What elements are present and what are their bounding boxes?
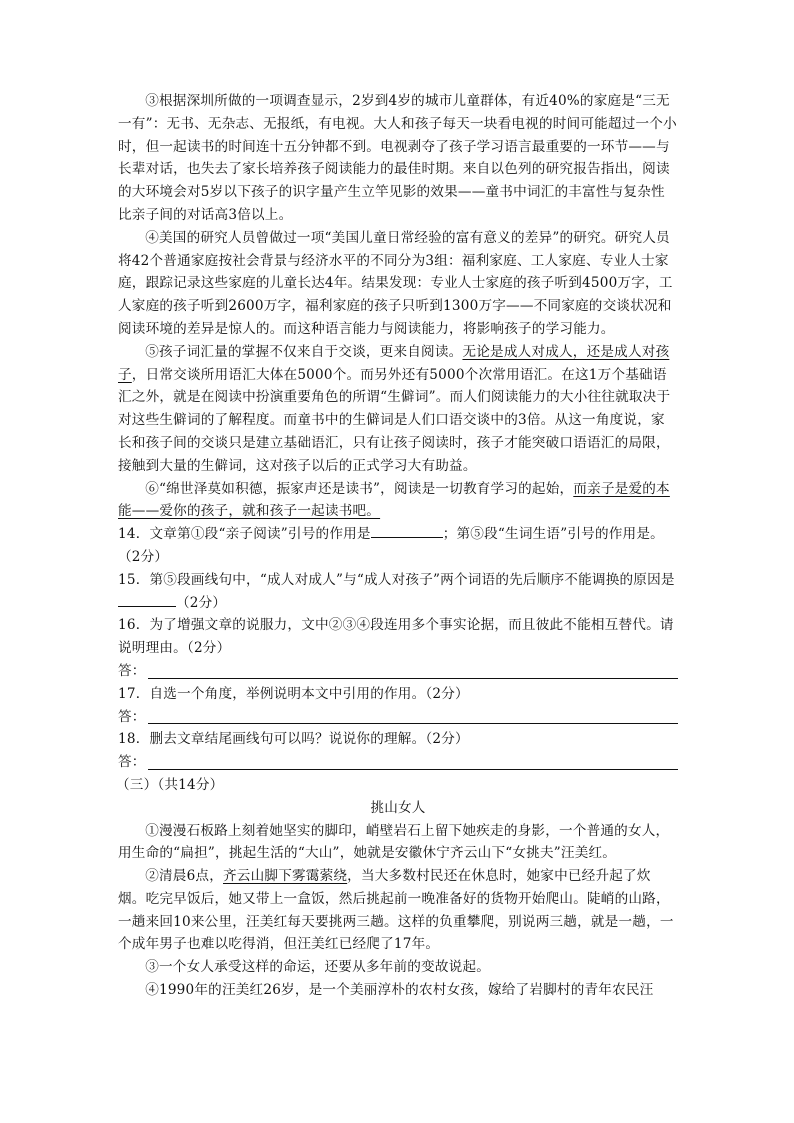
question-14-blank-1[interactable] <box>371 523 443 538</box>
question-15-blank[interactable] <box>118 592 176 607</box>
question-15-text-b: （2分） <box>176 594 227 611</box>
paragraph-3: ③根据深圳所做的一项调查显示，2岁到4岁的城市儿童群体，有近40%的家庭是“三无一有”：无书、无杂志、无报纸，有电视。大人和孩子每天一块看电视的时间可能超过一个小时，但一起读书的时间连十五分钟都不到。电视剥夺了孩子学习语言最重要的一环节——与长辈对话，也失去了家长培养孩子阅读能力的最佳时期。来自以色列的研究报告指出，阅读的大环境会对5岁以下孩子的识字量产生立竿见影的效果——童书中词汇的丰富性与复杂性比亲子间的对话高3倍以上。 <box>118 93 677 223</box>
paragraph-6-text-a: ⑥“绵世泽莫如积德，振家声还是读书”，阅读是一切教育学习的起始， <box>145 480 574 497</box>
paragraph-5-text-a: ⑤孩子词汇量的掌握不仅来自于交谈，更来自阅读。 <box>145 343 463 360</box>
article-paragraph-2 <box>118 865 678 956</box>
paragraph-6-underlined-sentence: 而亲子是爱的本能——爱你的孩子，就和孩子一起读书吧。 <box>118 480 670 520</box>
answer-row-16 <box>118 660 678 683</box>
question-18: 18．删去文章结尾画线句可以吗？说说你的理解。（2分） <box>118 731 469 748</box>
article-title: 挑山女人 <box>370 799 426 816</box>
answer-line-17[interactable] <box>148 707 678 724</box>
answer-label: 答： <box>118 662 146 679</box>
section-3-header: （三）（共14分） <box>116 776 224 793</box>
question-14 <box>118 523 678 569</box>
paragraph-5 <box>118 341 678 478</box>
answer-label: 答： <box>118 754 146 771</box>
answer-row-18 <box>118 751 678 774</box>
answer-row-17 <box>118 706 678 729</box>
question-15 <box>118 569 678 615</box>
question-16: 16．为了增强文章的说服力，文中②③④段连用多个事实论据，而且彼此不能相互替代。请说明理由。（2分） <box>118 617 674 657</box>
question-14-text-a: 14．文章第①段“亲子阅读”引号的作用是 <box>118 526 371 543</box>
paragraph-5-text-b: ，日常交谈所用语汇大体在5000个。而另外还有5000个次常用语汇。在这1万个基础语汇之外，就是在阅读中扮演重要角色的所谓“生僻词”。而人们阅读能力的大小往往就取决于对这些生僻词的了解程度。而童书中的生僻词是人们口语交谈中的3倍。从这一角度说，家长和孩子间的交谈只是建立基础语汇，只有让孩子阅读时，孩子才能突破口语语汇的局限，接触到大量的生僻词，这对孩子以后的正式学习大有助益。 <box>118 366 671 474</box>
paragraph-4: ④美国的研究人员曾做过一项“美国儿童日常经验的富有意义的差异”的研究。研究人员将42个普通家庭按社会背景与经济水平的不同分为3组：福利家庭、工人家庭、专业人士家庭，跟踪记录这些家庭的儿童长达4年。结果发现：专业人士家庭的孩子听到4500万字，工人家庭的孩子听到2600万字，福利家庭的孩子只听到1300万字——不同家庭的交谈状况和阅读环境的差异是惊人的。而这种语言能力与阅读能力，将影响孩子的学习能力。 <box>118 229 673 337</box>
answer-line-18[interactable] <box>148 753 678 770</box>
answer-line-16[interactable] <box>148 662 678 679</box>
question-14-text-b: ；第⑤段“生词生语”引号的作用是 <box>442 526 651 543</box>
question-15-text-a: 15．第⑤段画线句中，“成人对成人”与“成人对孩子”两个词语的先后顺序不能调换的原因是 <box>118 571 675 588</box>
article-paragraph-2-text-b: ，当大多数村民还在休息时，她家中已经升起了炊烟。吃完早饭后，她又带上一盒饭，然后挑起前一晚准备好的货物开始爬山。陡峭的山路，一趟来回10来公里，汪美红每天要挑两三趟。这样的负重攀爬，别说两三趟，就是一趟，一个成年男子也难以吃得消，但汪美红已经爬了17年。 <box>118 868 674 953</box>
question-14-text-c: 。（2分） <box>118 526 664 565</box>
article-paragraph-2-underlined-phrase: 齐云山脚下雾霭萦绕 <box>223 868 348 885</box>
article-paragraph-3: ③一个女人承受这样的命运，还要从多年前的变故说起。 <box>145 959 491 976</box>
article-paragraph-1: ①漫漫石板路上刻着她坚实的脚印，峭壁岩石上留下她疾走的身影，一个普通的女人，用生命的“扁担”，挑起生活的“大山”，她就是安徽休宁齐云山下“女挑夫”汪美红。 <box>118 822 670 862</box>
document-page <box>118 90 678 1002</box>
article-paragraph-4: ④1990年的汪美红26岁，是一个美丽淳朴的农村女孩，嫁给了岩脚村的青年农民汪 <box>145 982 654 999</box>
answer-label: 答： <box>118 708 146 725</box>
paragraph-5-underlined-sentence: 无论是成人对成人，还是成人对孩子 <box>118 343 670 383</box>
paragraph-6 <box>118 478 678 524</box>
question-17: 17．自选一个角度，举例说明本文中引用的作用。（2分） <box>118 685 469 702</box>
article-paragraph-2-text-a: ②清晨6点， <box>145 868 224 885</box>
